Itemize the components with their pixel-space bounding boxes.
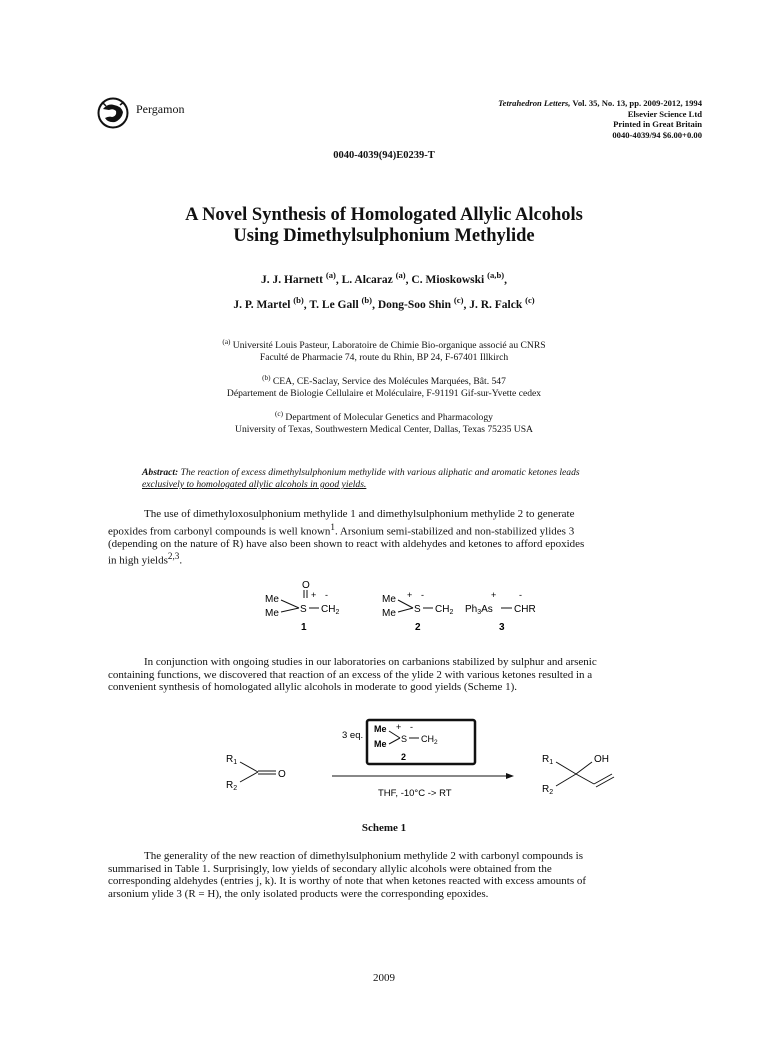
affiliation-line: University of Texas, Southwestern Medical Center, Dallas, Texas 75235 USA <box>235 424 533 436</box>
affiliation-b <box>0 372 768 400</box>
r1-label: $R_1$ <box>542 754 554 766</box>
affiliation-line: Université Louis Pasteur, Laboratoire de Chimie Bio-organique associé au CNRS <box>230 340 546 352</box>
paragraph-line: . <box>179 555 183 568</box>
abstract-text: exclusively to homologated allylic alcohols in good yields. <box>142 479 367 490</box>
oxygen-label: O <box>302 580 310 591</box>
ylide-structures <box>255 578 585 634</box>
affiliation-line: Faculté de Pharmacie 74, route du Rhin, BP 24, F-67401 Illkirch <box>259 352 509 364</box>
r2-label: $R_2$ <box>226 780 238 792</box>
reference-mark: 2,3 <box>167 551 180 562</box>
structure-1 <box>265 580 339 633</box>
paragraph-line: containing functions, we discovered that reaction of an excess of the ylide 2 with various ketones resulted in a <box>108 668 593 681</box>
structure-3 <box>465 590 536 633</box>
paragraph-line: The generality of the new reaction of dimethylsulphonium methylide 2 with carbonyl compounds is <box>144 850 583 862</box>
paragraph-line: convenient synthesis of homologated allylic alcohols in moderate to good yields (Scheme 1). <box>108 681 518 694</box>
author-name: J. J. Harnett <box>260 273 323 286</box>
author-affiliation-mark: (b) <box>293 294 304 305</box>
affiliation-line: Département de Biologie Cellulaire et Moléculaire, F-91191 Gif-sur-Yvette cedex <box>226 388 542 400</box>
paragraph-line: arsonium ylide 3 (R = H), the only isolated products were the corresponding epoxides. <box>108 887 489 900</box>
abstract-label: Abstract: <box>142 467 179 478</box>
author-name: J. R. Falck <box>469 298 523 311</box>
compound-number: 2 <box>415 622 421 633</box>
paragraph-line: In conjunction with ongoing studies in our laboratories on carbanions stabilized by sulphur and arsenic <box>144 656 597 668</box>
author-name: Dong-Soo Shin <box>377 298 451 311</box>
methyl-label: Me <box>382 608 396 619</box>
plus-charge: + <box>396 722 402 732</box>
author-name: C. Mioskowski <box>411 273 485 286</box>
plus-charge: + <box>311 590 317 600</box>
author-affiliation-mark: (a,b) <box>487 270 505 280</box>
publisher-name: Pergamon <box>136 102 185 116</box>
plus-charge: + <box>407 590 413 600</box>
affiliation-line: CEA, CE-Saclay, Service des Molécules Marquées, Bât. 547 <box>270 376 506 388</box>
paragraph-3 <box>108 850 688 900</box>
journal-citation <box>498 98 702 140</box>
methylene-label: $CH_2$ <box>435 604 454 616</box>
reagent-box <box>342 720 475 764</box>
paper-title <box>0 205 768 247</box>
journal-publisher: Elsevier Science Ltd <box>627 108 702 119</box>
minus-charge: - <box>519 590 522 600</box>
reaction-arrow <box>332 773 514 779</box>
author-list <box>0 265 768 315</box>
r1-label: $R_1$ <box>226 754 238 766</box>
methylene-label: $CH_2$ <box>321 604 340 616</box>
sulfur-label: S <box>414 604 421 615</box>
compound-number: 1 <box>301 622 307 633</box>
paragraph-line: in high yields <box>108 555 168 568</box>
sulfur-label: S <box>300 604 307 615</box>
plus-charge: + <box>491 590 497 600</box>
pergamon-logo-icon <box>97 97 129 129</box>
author-name: T. Le Gall <box>309 298 359 311</box>
affiliation-c <box>0 408 768 436</box>
affiliation-mark: (c) <box>275 410 284 418</box>
paragraph-line: corresponding aldehydes (entries j, k). It is worthy of note that when ketones reacted with excess amounts of <box>108 875 587 888</box>
methyl-label: Me <box>374 739 387 749</box>
author-line-2: J. P. Martel $^{(b)}$, T. Le Gall $^{(b)}$, Dong-Soo Shin $^{(c)}$, J. R. Falck $^{(c)}$ <box>233 294 535 311</box>
paragraph-line: . Arsonium semi-stabilized and non-stabilized ylides 3 <box>334 525 575 538</box>
paragraph-line: (depending on the nature of R) have also been shown to react with aldehydes and ketones to afford epoxides <box>108 537 585 550</box>
title-line-1: A Novel Synthesis of Homologated Allylic Alcohols <box>185 205 583 225</box>
methyl-label: Me <box>382 594 396 605</box>
paragraph-1 <box>108 508 688 568</box>
methylene-label: $CH_2$ <box>421 734 438 746</box>
ketone-structure <box>226 754 286 792</box>
methyl-label: Me <box>265 594 279 605</box>
author-name: L. Alcaraz <box>341 273 393 286</box>
affiliation-line: Department of Molecular Genetics and Pharmacology <box>283 412 493 424</box>
journal-printed: Printed in Great Britain <box>613 119 702 130</box>
minus-charge: - <box>325 590 328 600</box>
methyl-label: Me <box>374 724 387 734</box>
abstract-text: The reaction of excess dimethylsulphonium methylide with various aliphatic and aromatic ketones leads <box>178 467 580 478</box>
affiliation-mark: (a) <box>222 338 231 346</box>
triphenylarsonium-label: $Ph_3As$ <box>465 604 493 616</box>
paragraph-2 <box>108 656 688 694</box>
structure-2 <box>382 590 453 633</box>
doi: 0040-4039(94)E0239-T <box>333 150 435 161</box>
ylide-carbon-label: CHR <box>514 604 536 615</box>
title-line-2: Using Dimethylsulphonium Methylide <box>233 226 535 246</box>
product-structure <box>542 754 614 796</box>
author-line-1: J. J. Harnett $^{(a)}$, L. Alcaraz $^{(a)}$, C. Mioskowski $^{(a,b)}$, <box>260 270 507 286</box>
reaction-conditions: THF, -10°C -> RT <box>378 788 452 799</box>
journal-issn: 0040-4039/94 $6.00+0.00 <box>612 129 702 140</box>
author-name: J. P. Martel <box>233 298 291 311</box>
author-affiliation-mark: (a) <box>395 270 406 280</box>
paragraph-line: The use of dimethyloxosulphonium methylide 1 and dimethylsulphonium methylide 2 to generate <box>144 508 575 520</box>
reference-mark: 1 <box>330 521 335 532</box>
hydroxyl-label: OH <box>594 754 609 765</box>
r2-label: $R_2$ <box>542 784 554 796</box>
sulfur-label: S <box>401 734 408 744</box>
paragraph-line: epoxides from carbonyl compounds is well known <box>108 525 331 538</box>
author-affiliation-mark: (b) <box>361 294 373 305</box>
abstract <box>142 467 642 491</box>
journal-volume: Vol. 35, No. 13, pp. 2009-2012, 1994 <box>570 98 702 108</box>
journal-name: Tetrahedron Letters, <box>498 98 571 108</box>
affiliation-a <box>0 336 768 364</box>
author-affiliation-mark: (c) <box>525 294 535 305</box>
methyl-label: Me <box>265 608 279 619</box>
reagent-number: 2 <box>401 752 407 762</box>
minus-charge: - <box>421 590 424 600</box>
author-affiliation-mark: (c) <box>453 294 464 305</box>
scheme-1 <box>220 718 640 814</box>
equivalents-label: 3 eq. <box>342 730 364 741</box>
paragraph-line: summarised in Table 1. Surprisingly, low yields of secondary allylic alcohols were obtained from the <box>108 862 552 875</box>
minus-charge: - <box>410 722 413 732</box>
oxygen-label: O <box>278 769 286 780</box>
affiliation-mark: (b) <box>262 374 271 382</box>
compound-number: 3 <box>499 622 505 633</box>
page-number: 2009 <box>373 972 395 984</box>
scheme-caption: Scheme 1 <box>361 822 407 834</box>
author-affiliation-mark: (a) <box>325 270 336 280</box>
